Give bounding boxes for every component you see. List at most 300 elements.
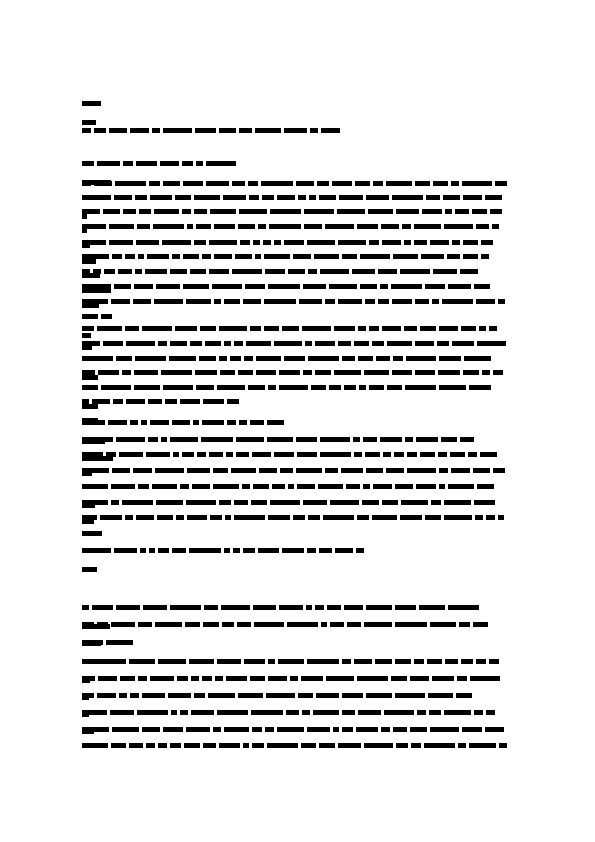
text-line [82,284,510,289]
word-block [325,468,338,473]
word-block [439,356,461,361]
word-block [384,710,414,715]
word-block [416,484,436,489]
word-block [82,640,103,645]
word-block [112,254,122,259]
word-block [460,269,478,274]
word-block [396,743,408,748]
word-block [106,640,133,645]
word-block [138,676,147,681]
word-block [320,269,349,274]
word-block [101,385,131,390]
word-block [307,240,335,245]
word-block [333,727,339,732]
word-block [354,341,369,346]
word-block [94,128,106,133]
word-block [197,452,206,457]
word-block [405,385,436,390]
word-block [110,710,134,715]
word-block [125,254,135,259]
text-line [82,269,510,274]
word-block [112,468,130,473]
word-block [270,209,301,214]
word-block [173,452,179,457]
word-block [82,259,96,264]
word-block [264,299,296,304]
word-block [319,743,335,748]
word-block [396,209,419,214]
word-block [97,161,120,166]
word-block [82,284,111,289]
word-block [420,452,435,457]
word-block [386,181,412,186]
word-block [421,254,444,259]
word-block [315,341,335,346]
word-block [232,269,262,274]
word-block [309,195,316,200]
text-line [82,181,510,186]
word-block [451,468,470,473]
word-block [476,299,495,304]
word-block [358,356,373,361]
word-block [136,161,157,166]
word-block [226,452,233,457]
word-block [401,500,428,505]
word-block [476,659,486,664]
word-block [175,326,197,331]
word-block [307,548,316,553]
word-block [246,341,271,346]
word-block [342,254,357,259]
word-block [187,515,207,520]
word-block [356,727,378,732]
word-block [158,743,167,748]
word-block [473,468,490,473]
word-block [236,452,249,457]
word-block [267,743,298,748]
word-block [375,659,392,664]
word-block [163,128,192,133]
word-block [82,181,91,186]
word-block [268,385,276,390]
word-block [306,605,312,610]
word-block [310,128,318,133]
word-block [238,224,255,229]
word-block [321,622,327,627]
word-block [382,240,401,245]
word-block [82,101,101,106]
word-block [301,676,323,681]
word-block [235,254,252,259]
word-block [391,284,422,289]
word-block [196,161,203,166]
text-line [82,101,118,106]
word-block [149,181,160,186]
word-block [357,224,378,229]
word-block [204,605,218,610]
word-block [302,326,331,331]
word-block [161,437,167,442]
word-block [304,224,322,229]
word-block [268,676,287,681]
word-block [92,399,110,404]
word-block [463,240,478,245]
word-block [366,693,392,698]
word-block [481,254,489,259]
word-block [82,622,94,627]
word-block [217,659,241,664]
word-block [395,693,425,698]
word-block [82,269,90,274]
word-block [308,356,339,361]
word-block [119,452,143,457]
word-block [432,676,454,681]
word-block [439,385,466,390]
word-block [316,693,339,698]
word-block [202,676,212,681]
word-block [182,161,193,166]
word-block [82,314,98,319]
word-block [172,254,180,259]
text-line [82,356,510,361]
word-block [284,240,304,245]
word-block [210,209,236,214]
word-block [325,224,354,229]
word-block [139,209,151,214]
word-block [186,727,210,732]
word-block [297,484,315,489]
word-block [327,605,341,610]
word-block [168,693,191,698]
word-block [344,385,356,390]
word-block [444,224,473,229]
word-block [231,468,256,473]
word-block [111,484,135,489]
text-line [82,195,510,200]
word-block [111,500,119,505]
word-block [152,484,177,489]
word-block [130,128,149,133]
word-block [114,548,137,553]
word-block [163,727,183,732]
word-block [93,269,101,274]
word-block [135,356,166,361]
word-block [82,224,106,229]
word-block [239,128,252,133]
word-block [146,452,170,457]
word-block [238,693,263,698]
word-block [82,299,108,304]
word-block [433,269,457,274]
word-block [293,515,305,520]
word-block [481,240,493,245]
word-block [170,743,181,748]
word-block [130,693,139,698]
word-block [357,515,369,520]
word-block [439,484,445,489]
word-block [405,437,413,442]
word-block [158,659,186,664]
word-block [82,676,95,681]
word-block [256,356,281,361]
word-block [311,385,326,390]
word-block [498,299,505,304]
word-block [115,181,146,186]
text-line [82,254,510,259]
word-block [82,659,96,664]
word-block [444,500,471,505]
word-block [414,240,427,245]
word-block [480,452,497,457]
word-block [138,254,144,259]
word-block [82,743,108,748]
text-line [82,452,510,457]
word-block [431,500,441,505]
word-block [267,437,293,442]
text-line [82,128,344,133]
word-block [208,693,235,698]
word-block [163,181,180,186]
word-block [194,693,205,698]
word-block [492,224,499,229]
word-block [219,743,240,748]
word-block [474,284,490,289]
word-block [98,676,117,681]
word-block [472,209,487,214]
word-block [373,181,383,186]
word-block [366,605,392,610]
word-block [363,437,377,442]
word-block [193,420,199,425]
word-block [99,659,126,664]
word-block [126,341,155,346]
word-block [284,128,307,133]
word-block [394,452,404,457]
word-block [341,468,363,473]
word-block [448,484,474,489]
word-block [120,676,135,681]
word-block [445,209,452,214]
word-block [364,743,393,748]
word-block [202,420,224,425]
word-block [308,515,320,520]
text-line [82,326,510,331]
word-block [414,659,424,664]
word-block [411,743,421,748]
text-line [82,710,510,715]
word-block [248,181,258,186]
word-block [183,284,209,289]
word-block [359,385,366,390]
word-block [498,515,504,520]
word-block [243,548,255,553]
word-block [106,452,116,457]
text-line [82,420,310,425]
word-block [239,209,267,214]
word-block [224,548,230,553]
word-block [152,128,160,133]
word-block [82,515,97,520]
word-block [135,195,147,200]
word-block [156,284,180,289]
word-block [298,195,306,200]
word-block [206,161,236,166]
word-block [442,299,473,304]
word-block [296,181,314,186]
word-block [253,240,260,245]
word-block [344,605,363,610]
word-block [321,128,340,133]
word-block [142,727,160,732]
word-block [250,676,265,681]
word-block [326,676,354,681]
word-block [82,341,100,346]
word-block [103,209,120,214]
word-block [372,515,397,520]
word-block [109,128,127,133]
word-block [199,356,216,361]
word-block [360,254,390,259]
word-block [111,299,130,304]
word-block [165,399,177,404]
word-block [143,605,167,610]
word-block [415,181,430,186]
word-block [230,356,241,361]
word-block [456,693,472,698]
word-block [392,299,412,304]
word-block [339,195,363,200]
word-block [392,370,412,375]
word-block [432,299,439,304]
word-block [225,515,231,520]
word-block [176,515,184,520]
word-block [462,727,482,732]
word-block [82,605,89,610]
word-block [147,254,169,259]
word-block [82,214,87,219]
word-block [158,341,167,346]
word-block [189,548,221,553]
text-line [82,548,382,553]
word-block [236,437,264,442]
word-block [402,224,411,229]
word-block [422,209,442,214]
word-block [338,341,351,346]
word-block [227,420,236,425]
word-block [258,224,266,229]
word-block [302,710,310,715]
word-block [473,622,488,627]
word-block [319,548,332,553]
word-block [82,404,98,409]
word-block [407,452,417,457]
word-block [194,240,206,245]
word-block [82,195,111,200]
text-line [82,659,510,664]
word-block [269,224,301,229]
word-block [318,484,343,489]
word-block [264,326,279,331]
word-block [365,299,375,304]
word-block [425,284,445,289]
word-block [134,385,160,390]
word-block [82,420,105,425]
word-block [97,622,108,627]
word-block [245,284,265,289]
word-block [274,341,302,346]
word-block [448,284,471,289]
word-block [156,500,183,505]
word-block [205,341,221,346]
word-block [196,385,214,390]
word-block [252,727,262,732]
word-block [111,622,135,627]
word-block [255,128,281,133]
word-block [460,437,474,442]
word-block [210,515,222,520]
word-block [234,500,248,505]
word-block [137,224,150,229]
word-block [125,326,139,331]
word-block [191,710,214,715]
word-block [214,224,235,229]
word-block [381,224,399,229]
text-line [82,484,510,489]
word-block [200,326,216,331]
word-block [366,468,383,473]
word-block [334,326,355,331]
word-block [150,420,169,425]
text-line [82,622,510,627]
word-block [297,452,317,457]
word-block [206,181,229,186]
word-block [252,743,264,748]
word-block [201,437,233,442]
text-line [82,341,510,346]
word-block [476,224,489,229]
word-block [426,195,440,200]
word-block [414,224,441,229]
word-block [282,326,299,331]
word-block [438,452,447,457]
word-block [138,484,149,489]
word-block [342,693,363,698]
word-block [194,209,207,214]
word-block [82,399,89,404]
word-block [82,437,113,442]
word-block [109,240,133,245]
word-block [170,269,187,274]
text-line [82,385,510,390]
word-block [267,420,284,425]
word-block [282,548,304,553]
word-block [103,341,123,346]
word-block [444,515,472,520]
word-block [493,370,503,375]
word-block [123,161,133,166]
word-block [320,437,350,442]
word-block [248,385,265,390]
word-block [369,385,384,390]
word-block [314,254,339,259]
word-block [220,370,235,375]
word-block [82,128,91,133]
word-block [148,399,162,404]
text-line [82,299,510,304]
word-block [118,269,132,274]
word-block [186,500,216,505]
word-block [175,195,191,200]
